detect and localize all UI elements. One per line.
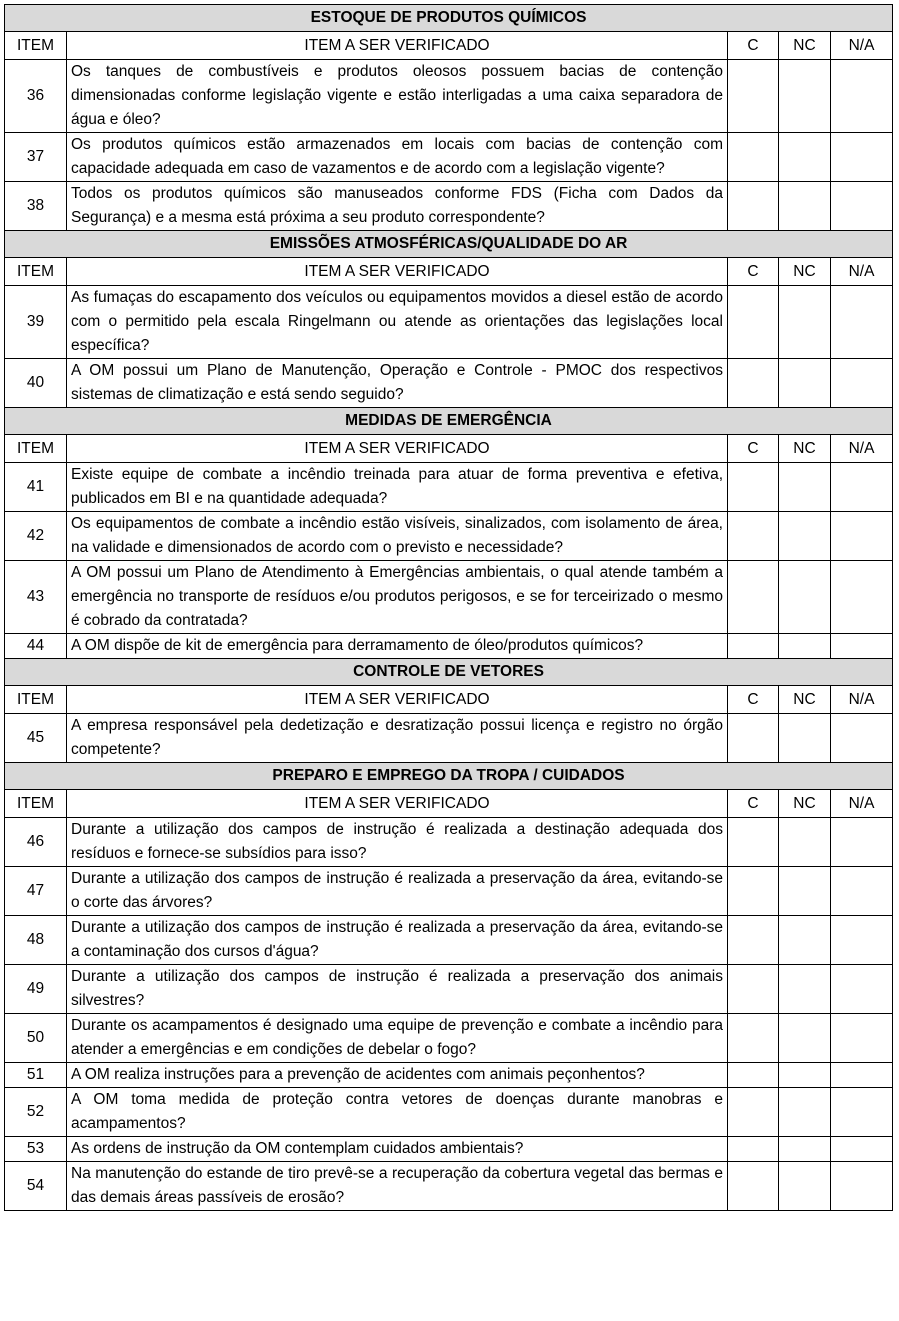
check-c-cell[interactable]: [728, 916, 779, 965]
check-na-cell[interactable]: [831, 133, 893, 182]
check-c-cell[interactable]: [728, 1088, 779, 1137]
section-title: PREPARO E EMPREGO DA TROPA / CUIDADOS: [5, 763, 893, 790]
column-header-c: C: [728, 32, 779, 60]
column-header-item: ITEM: [5, 686, 67, 714]
table-row: [5, 714, 893, 763]
table-row: [5, 359, 893, 408]
section-header: [5, 408, 893, 435]
check-nc-cell[interactable]: [779, 512, 831, 561]
check-na-cell[interactable]: [831, 634, 893, 659]
check-na-cell[interactable]: [831, 714, 893, 763]
table-row: [5, 561, 893, 634]
table-row: [5, 60, 893, 133]
item-number: 49: [5, 965, 67, 1014]
item-number: 40: [5, 359, 67, 408]
column-header-row: [5, 258, 893, 286]
table-row: [5, 286, 893, 359]
table-row: [5, 512, 893, 561]
check-c-cell[interactable]: [728, 512, 779, 561]
check-c-cell[interactable]: [728, 965, 779, 1014]
table-row: [5, 965, 893, 1014]
check-na-cell[interactable]: [831, 1063, 893, 1088]
check-na-cell[interactable]: [831, 818, 893, 867]
check-na-cell[interactable]: [831, 916, 893, 965]
check-nc-cell[interactable]: [779, 818, 831, 867]
check-nc-cell[interactable]: [779, 1088, 831, 1137]
column-header-description: ITEM A SER VERIFICADO: [67, 258, 728, 286]
item-description: Durante os acampamentos é designado uma equipe de prevenção e combate a incêndio para atender a emergências e em condições de debelar o fogo?: [67, 1014, 728, 1063]
item-description: Durante a utilização dos campos de instrução é realizada a destinação adequada dos resíduos e fornece-se subsídios para isso?: [67, 818, 728, 867]
item-description: A empresa responsável pela dedetização e desratização possui licença e registro no órgão competente?: [67, 714, 728, 763]
table-row: [5, 133, 893, 182]
column-header-item: ITEM: [5, 258, 67, 286]
check-nc-cell[interactable]: [779, 714, 831, 763]
item-description: Na manutenção do estande de tiro prevê-se a recuperação da cobertura vegetal das bermas e das demais áreas passíveis de erosão?: [67, 1162, 728, 1211]
table-row: [5, 1088, 893, 1137]
column-header-c: C: [728, 686, 779, 714]
check-c-cell[interactable]: [728, 634, 779, 659]
item-number: 41: [5, 463, 67, 512]
item-description: As ordens de instrução da OM contemplam cuidados ambientais?: [67, 1137, 728, 1162]
item-number: 45: [5, 714, 67, 763]
item-description: A OM possui um Plano de Atendimento à Emergências ambientais, o qual atende também a emergência no transporte de resíduos e/ou produtos perigosos, e se for terceirizado o mesmo é cobrado da contratada?: [67, 561, 728, 634]
check-na-cell[interactable]: [831, 1137, 893, 1162]
check-na-cell[interactable]: [831, 359, 893, 408]
column-header-description: ITEM A SER VERIFICADO: [67, 32, 728, 60]
check-na-cell[interactable]: [831, 286, 893, 359]
column-header-na: N/A: [831, 686, 893, 714]
column-header-nc: NC: [779, 258, 831, 286]
check-c-cell[interactable]: [728, 1014, 779, 1063]
column-header-item: ITEM: [5, 32, 67, 60]
check-na-cell[interactable]: [831, 867, 893, 916]
check-c-cell[interactable]: [728, 818, 779, 867]
check-c-cell[interactable]: [728, 561, 779, 634]
table-row: [5, 818, 893, 867]
check-nc-cell[interactable]: [779, 1063, 831, 1088]
check-na-cell[interactable]: [831, 561, 893, 634]
check-na-cell[interactable]: [831, 463, 893, 512]
item-number: 44: [5, 634, 67, 659]
item-number: 52: [5, 1088, 67, 1137]
item-number: 38: [5, 182, 67, 231]
item-number: 39: [5, 286, 67, 359]
check-nc-cell[interactable]: [779, 867, 831, 916]
column-header-description: ITEM A SER VERIFICADO: [67, 435, 728, 463]
table-row: [5, 1014, 893, 1063]
check-nc-cell[interactable]: [779, 1014, 831, 1063]
column-header-c: C: [728, 790, 779, 818]
item-description: Durante a utilização dos campos de instrução é realizada a preservação dos animais silvestres?: [67, 965, 728, 1014]
column-header-na: N/A: [831, 258, 893, 286]
check-nc-cell[interactable]: [779, 60, 831, 133]
column-header-c: C: [728, 258, 779, 286]
item-description: A OM dispõe de kit de emergência para derramamento de óleo/produtos químicos?: [67, 634, 728, 659]
check-c-cell[interactable]: [728, 286, 779, 359]
item-description: Durante a utilização dos campos de instrução é realizada a preservação da área, evitando-se a contaminação dos cursos d'água?: [67, 916, 728, 965]
section-header: [5, 763, 893, 790]
item-description: Existe equipe de combate a incêndio treinada para atuar de forma preventiva e efetiva, publicados em BI e na quantidade adequada?: [67, 463, 728, 512]
item-description: Todos os produtos químicos são manuseados conforme FDS (Ficha com Dados da Segurança) e a mesma está próxima a seu produto correspondente?: [67, 182, 728, 231]
section-header: [5, 231, 893, 258]
check-c-cell[interactable]: [728, 133, 779, 182]
column-header-item: ITEM: [5, 790, 67, 818]
item-description: Os tanques de combustíveis e produtos oleosos possuem bacias de contenção dimensionadas conforme legislação vigente e estão interligadas a uma caixa separadora de água e óleo?: [67, 60, 728, 133]
check-nc-cell[interactable]: [779, 1137, 831, 1162]
column-header-item: ITEM: [5, 435, 67, 463]
table-row: [5, 634, 893, 659]
item-number: 43: [5, 561, 67, 634]
check-nc-cell[interactable]: [779, 965, 831, 1014]
table-row: [5, 463, 893, 512]
section-header: [5, 659, 893, 686]
table-row: [5, 867, 893, 916]
column-header-row: [5, 435, 893, 463]
check-na-cell[interactable]: [831, 1162, 893, 1211]
item-number: 42: [5, 512, 67, 561]
check-nc-cell[interactable]: [779, 286, 831, 359]
item-number: 37: [5, 133, 67, 182]
column-header-nc: NC: [779, 435, 831, 463]
column-header-row: [5, 686, 893, 714]
column-header-na: N/A: [831, 435, 893, 463]
item-number: 36: [5, 60, 67, 133]
column-header-na: N/A: [831, 790, 893, 818]
item-number: 46: [5, 818, 67, 867]
item-description: As fumaças do escapamento dos veículos ou equipamentos movidos a diesel estão de acordo com o permitido pela escala Ringelmann ou atende as orientações das legislações local específica?: [67, 286, 728, 359]
section-title: ESTOQUE DE PRODUTOS QUÍMICOS: [5, 5, 893, 32]
check-nc-cell[interactable]: [779, 916, 831, 965]
column-header-nc: NC: [779, 32, 831, 60]
check-na-cell[interactable]: [831, 60, 893, 133]
table-row: [5, 1162, 893, 1211]
section-header: [5, 5, 893, 32]
check-na-cell[interactable]: [831, 512, 893, 561]
item-description: Durante a utilização dos campos de instrução é realizada a preservação da área, evitando-se o corte das árvores?: [67, 867, 728, 916]
check-na-cell[interactable]: [831, 965, 893, 1014]
checklist-table: [4, 4, 893, 1211]
section-title: MEDIDAS DE EMERGÊNCIA: [5, 408, 893, 435]
column-header-description: ITEM A SER VERIFICADO: [67, 790, 728, 818]
column-header-row: [5, 790, 893, 818]
check-c-cell[interactable]: [728, 463, 779, 512]
column-header-nc: NC: [779, 790, 831, 818]
check-na-cell[interactable]: [831, 182, 893, 231]
item-number: 48: [5, 916, 67, 965]
item-number: 51: [5, 1063, 67, 1088]
item-description: Os equipamentos de combate a incêndio estão visíveis, sinalizados, com isolamento de área, na validade e dimensionados de acordo com o previsto e necessidade?: [67, 512, 728, 561]
table-row: [5, 916, 893, 965]
table-row: [5, 182, 893, 231]
check-c-cell[interactable]: [728, 1162, 779, 1211]
item-number: 50: [5, 1014, 67, 1063]
column-header-nc: NC: [779, 686, 831, 714]
check-nc-cell[interactable]: [779, 182, 831, 231]
check-nc-cell[interactable]: [779, 561, 831, 634]
check-nc-cell[interactable]: [779, 1162, 831, 1211]
table-row: [5, 1137, 893, 1162]
section-title: CONTROLE DE VETORES: [5, 659, 893, 686]
check-nc-cell[interactable]: [779, 133, 831, 182]
section-title: EMISSÕES ATMOSFÉRICAS/QUALIDADE DO AR: [5, 231, 893, 258]
check-c-cell[interactable]: [728, 359, 779, 408]
item-description: Os produtos químicos estão armazenados em locais com bacias de contenção com capacidade adequada em caso de vazamentos e de acordo com a legislação vigente?: [67, 133, 728, 182]
item-number: 47: [5, 867, 67, 916]
check-nc-cell[interactable]: [779, 463, 831, 512]
item-description: A OM realiza instruções para a prevenção de acidentes com animais peçonhentos?: [67, 1063, 728, 1088]
table-row: [5, 1063, 893, 1088]
column-header-na: N/A: [831, 32, 893, 60]
check-nc-cell[interactable]: [779, 634, 831, 659]
check-c-cell[interactable]: [728, 867, 779, 916]
check-c-cell[interactable]: [728, 1137, 779, 1162]
check-c-cell[interactable]: [728, 714, 779, 763]
column-header-c: C: [728, 435, 779, 463]
item-number: 54: [5, 1162, 67, 1211]
check-na-cell[interactable]: [831, 1088, 893, 1137]
check-na-cell[interactable]: [831, 1014, 893, 1063]
item-number: 53: [5, 1137, 67, 1162]
check-c-cell[interactable]: [728, 1063, 779, 1088]
check-c-cell[interactable]: [728, 60, 779, 133]
column-header-row: [5, 32, 893, 60]
item-description: A OM possui um Plano de Manutenção, Operação e Controle - PMOC dos respectivos sistemas de climatização e está sendo seguido?: [67, 359, 728, 408]
check-nc-cell[interactable]: [779, 359, 831, 408]
check-c-cell[interactable]: [728, 182, 779, 231]
column-header-description: ITEM A SER VERIFICADO: [67, 686, 728, 714]
item-description: A OM toma medida de proteção contra vetores de doenças durante manobras e acampamentos?: [67, 1088, 728, 1137]
